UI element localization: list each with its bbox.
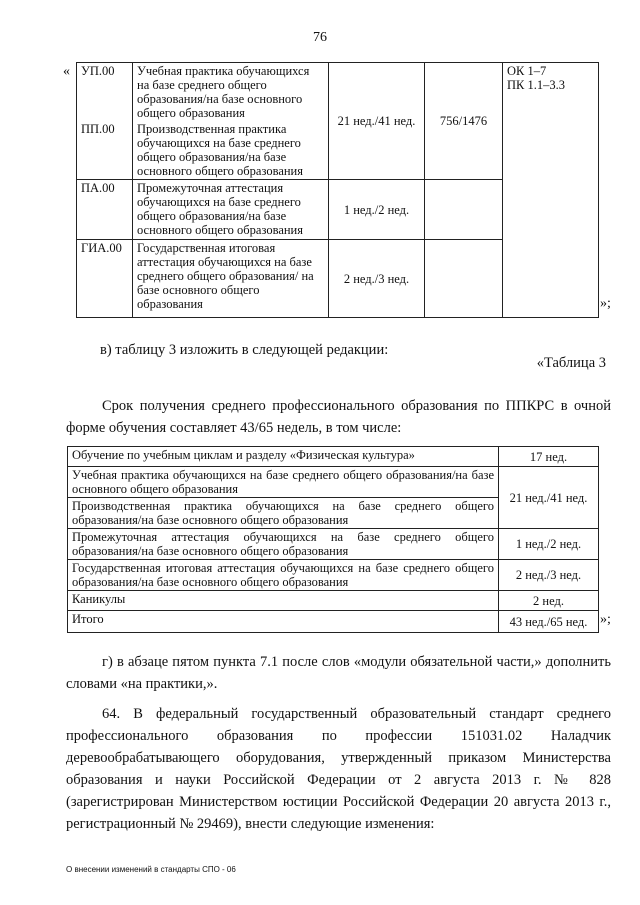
table-row (68, 447, 599, 467)
row-label: Производственная практика обучающихся на базе среднего общего образования/на базе основного общего образования (68, 498, 499, 529)
table2-close-quote: »; (600, 612, 611, 627)
table-row (68, 611, 599, 633)
row-label: Итого (68, 611, 499, 633)
duration-table (67, 446, 599, 633)
table1-open-quote: « (63, 64, 70, 79)
row-code: ПА.00 (77, 180, 133, 240)
row-label: Учебная практика обучающихся на базе среднего общего образования/на базе основного общего образования (68, 467, 499, 498)
duration-paragraph: Срок получения среднего профессионального образования по ППКРС в очной форме обучения составляет 43/65 недель, в том числе: (66, 398, 611, 436)
table-row (68, 560, 599, 591)
row-value: 21 нед./41 нед. (499, 467, 599, 529)
row-name: Производственная практика обучающихся на базе среднего общего образования/на базе основного общего образования (133, 121, 329, 180)
row-label: Обучение по учебным циклам и разделу «Физическая культура» (68, 447, 499, 467)
row-value: 2 нед. (499, 591, 599, 611)
row-label: Промежуточная аттестация обучающихся на базе среднего общего образования/на базе основного общего образования (68, 529, 499, 560)
page-number: 76 (313, 30, 327, 45)
empty-cell (425, 180, 503, 240)
row-code: ПП.00 (77, 121, 133, 180)
row-value: 2 нед./3 нед. (499, 560, 599, 591)
row-value: 43 нед./65 нед. (499, 611, 599, 633)
row-value: 17 нед. (499, 447, 599, 467)
competencies: ОК 1–7 ПК 1.1–3.3 (503, 63, 599, 318)
table-row (68, 591, 599, 611)
row-value: 1 нед./2 нед. (499, 529, 599, 560)
table-row (77, 63, 599, 122)
table-row (68, 529, 599, 560)
row-code: УП.00 (77, 63, 133, 122)
practice-table (76, 62, 599, 318)
table3-label: «Таблица 3 (536, 355, 606, 371)
attestation-weeks: 1 нед./2 нед. (329, 180, 425, 240)
row-name: Государственная итоговая аттестация обучающихся на базе среднего общего образования/ на базе основного общего образования (133, 240, 329, 318)
row-name: Промежуточная аттестация обучающихся на базе среднего общего образования/на базе основного общего образования (133, 180, 329, 240)
row-label: Государственная итоговая аттестация обучающихся на базе среднего общего образования/на базе основного общего образования (68, 560, 499, 591)
empty-cell (425, 240, 503, 318)
practice-hours: 756/1476 (425, 63, 503, 180)
gia-weeks: 2 нед./3 нед. (329, 240, 425, 318)
row-name: Учебная практика обучающихся на базе среднего общего образования/на базе основного общего образования (133, 63, 329, 122)
item-v-text: в) таблицу 3 изложить в следующей редакции: (100, 342, 389, 358)
table1-close-quote: »; (600, 296, 611, 311)
practice-weeks: 21 нед./41 нед. (329, 63, 425, 180)
row-code: ГИА.00 (77, 240, 133, 318)
item-g-text: г) в абзаце пятом пункта 7.1 после слов «модули обязательной части,» дополнить словами «на практики,». (66, 654, 611, 692)
table-row (68, 467, 599, 498)
item-64-text: 64. В федеральный государственный образовательный стандарт среднего профессионального образования по профессии 151031.02 Наладчик деревообрабатывающего оборудования, утвержденный приказом Министерства образования и науки Российской Федерации от 2 августа 2013 г. № 828 (зарегистрирован Министерством юстиции Российской Федерации 20 августа 2013 г., регистрационный № 29469), внести следующие изменения: (66, 706, 611, 832)
footer-text: О внесении изменений в стандарты СПО - 06 (66, 865, 236, 874)
row-label: Каникулы (68, 591, 499, 611)
